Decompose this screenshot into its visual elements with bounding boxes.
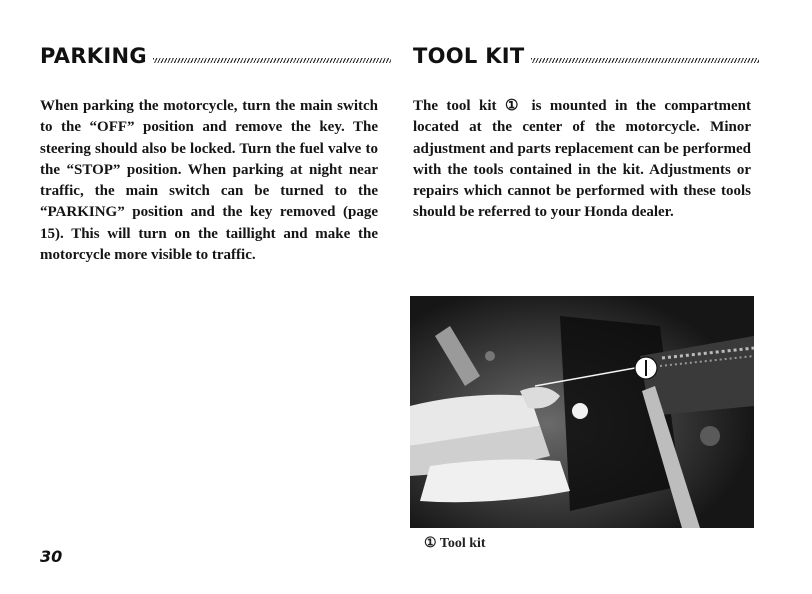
tool-kit-paragraph: The tool kit ① is mounted in the compartment located at the center of the motorcycle. Minor adjustment and parts replacement can be performed with the tools contained in the kit. Adjustments or repairs which cannot be performed with these tools should be referred to your Honda dealer. xyxy=(413,98,751,221)
parking-title-rule xyxy=(153,58,391,63)
page-number: 30 xyxy=(40,547,63,566)
tool-kit-photo xyxy=(410,296,754,528)
tool-kit-title-rule xyxy=(531,58,759,63)
parking-paragraph: When parking the motorcycle, turn the main switch to the “OFF” position and remove the key. The steering should also be locked. Turn the fuel valve to the “STOP” position. When parking at night near traffic, the main switch can be turned to the “PARKING” position and the key removed (page 15). This will turn on the taillight and make the motorcycle more visible to traffic. xyxy=(40,98,378,264)
parking-heading xyxy=(40,44,391,68)
parking-title: PARKING xyxy=(40,44,147,68)
photo-caption: ① Tool kit xyxy=(424,536,486,551)
tool-kit-heading xyxy=(413,44,759,68)
tool-kit-photo-illustration xyxy=(410,296,754,528)
tool-kit-title: TOOL KIT xyxy=(413,44,525,68)
